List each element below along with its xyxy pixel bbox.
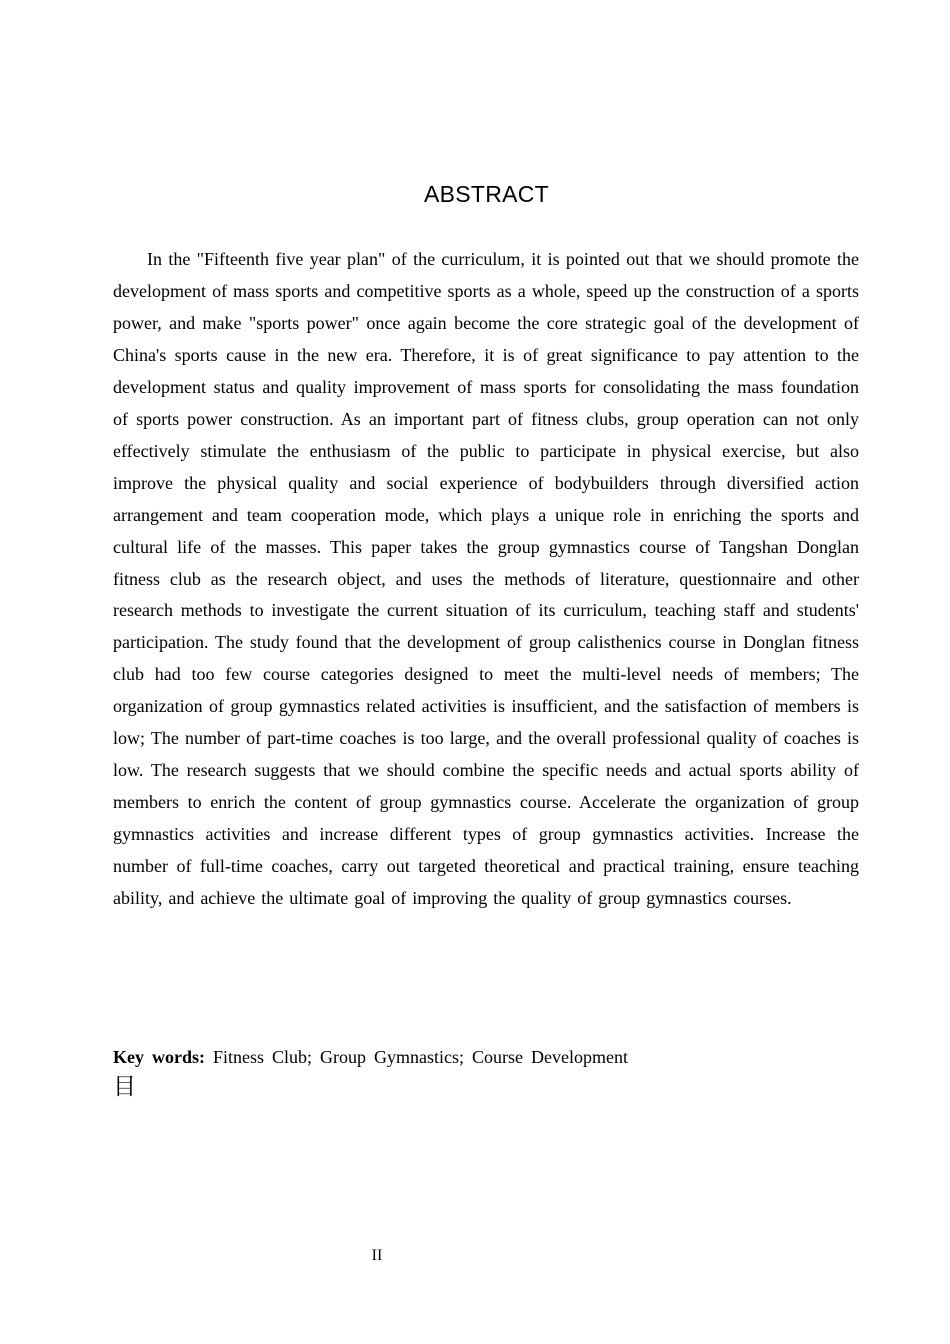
keywords-line bbox=[113, 1042, 859, 1073]
page-number: II bbox=[371, 1247, 383, 1264]
keywords-label: Key words: bbox=[113, 1047, 205, 1067]
abstract-title: ABSTRACT bbox=[423, 181, 550, 207]
abstract-paragraph: In the "Fifteenth five year plan" of the curriculum, it is pointed out that we should promote the development of mass sports and competitive sports as a whole, speed up the construction of a sports power, and make "sports power" once again become the core strategic goal of the development of China's sports cause in the new era. Therefore, it is of great significance to pay attention to the development status and quality improvement of mass sports for consolidating the mass foundation of sports power construction. As an important part of fitness clubs, group operation can not only effectively stimulate the enthusiasm of the public to participate in physical exercise, but also improve the physical quality and social experience of bodybuilders through diversified action arrangement and team cooperation mode, which plays a unique role in enriching the sports and cultural life of the masses. This paper takes the group gymnastics course of Tangshan Donglan fitness club as the research object, and uses the methods of literature, questionnaire and other research methods to investigate the current situation of its curriculum, teaching staff and students' participation. The study found that the development of group calisthenics course in Donglan fitness club had too few course categories designed to meet the multi-level needs of members; The organization of group gymnastics related activities is insufficient, and the satisfaction of members is low; The number of part-time coaches is too large, and the overall professional quality of coaches is low. The research suggests that we should combine the specific needs and actual sports ability of members to enrich the content of group gymnastics course. Accelerate the organization of group gymnastics activities and increase different types of group gymnastics activities. Increase the number of full-time coaches, carry out targeted theoretical and practical training, ensure teaching ability, and achieve the ultimate goal of improving the quality of group gymnastics courses. bbox=[113, 249, 859, 909]
toc-heading-fragment: 目 bbox=[113, 1074, 136, 1100]
keywords-list: Fitness Club; Group Gymnastics; Course Development bbox=[213, 1047, 628, 1067]
